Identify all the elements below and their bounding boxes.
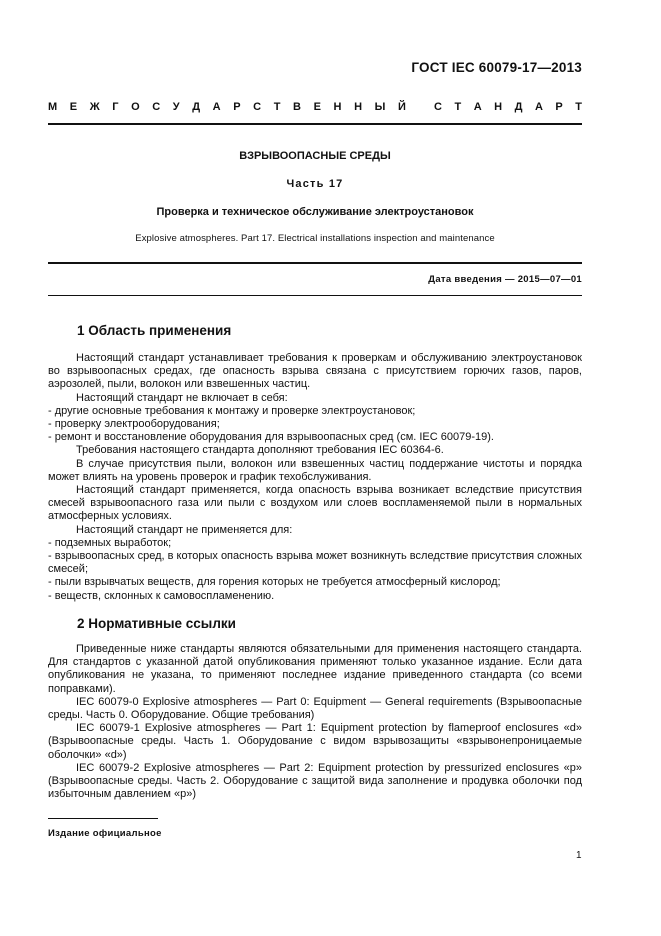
section-1-paragraph: Настоящий стандарт применяется, когда опасность взрыва возникает вследствие присутствия смесей взрывоопасного газа или пыли с воздухом или слоев воспламеняемой пыли в нормальных атмосферных условиях. xyxy=(48,484,582,523)
section-1-paragraph: Настоящий стандарт не применяется для: xyxy=(76,523,293,536)
section-2-paragraph: Приведенные ниже стандарты являются обязательными для применения настоящего стандарта. Для стандартов с указанной датой опубликования применяют только указанное издание. Если дата опубликования не указана, то применяют последнее издание приведенного стандарта (со всеми поправками). xyxy=(48,643,582,695)
interstate-word-2: С Т А Н Д А Р Т xyxy=(434,101,582,113)
official-edition-label: Издание официальное xyxy=(48,828,162,839)
section-1-paragraph: Настоящий стандарт не включает в себя: xyxy=(76,391,288,404)
section-1-paragraph: Требования настоящего стандарта дополняют требования IEC 60364-6. xyxy=(76,444,444,457)
section-1-paragraph: - пыли взрывчатых веществ, для горения которых не требуется атмосферный кислород; xyxy=(48,576,501,589)
section-2-paragraph: IEC 60079-2 Explosive atmospheres — Part 2: Equipment protection by pressurized enclosures «p» (Взрывоопасные среды. Часть 2. Оборудование с защитой вида заполнение и продувка оболочки под избыточным давлением «p») xyxy=(48,761,582,801)
interstate-word-1: М Е Ж Г О С У Д А Р С Т В Е Н Н Ы Й xyxy=(48,101,406,113)
section-1-paragraph: - проверку электрооборудования; xyxy=(48,418,220,431)
top-rule xyxy=(48,123,582,125)
section-1-paragraph: - веществ, склонных к самовоспламенению. xyxy=(48,589,275,602)
section-1-heading: 1 Область применения xyxy=(77,323,232,338)
section-2-body xyxy=(48,643,582,801)
section-1-paragraph: В случае присутствия пыли, волокон или взвешенных частиц поддержание чистоты и порядка может влиять на уровень проверок и график техобслуживания. xyxy=(48,457,582,483)
interstate-standard-label xyxy=(48,101,582,113)
title-bottom-rule xyxy=(48,262,582,264)
section-1-paragraph: - ремонт и восстановление оборудования для взрывоопасных сред (см. IEC 60079-19). xyxy=(48,431,494,444)
title-subject: Проверка и техническое обслуживание электроустановок xyxy=(156,206,474,218)
section-1-paragraph: - другие основные требования к монтажу и проверке электроустановок; xyxy=(48,404,416,417)
title-part: Часть 17 xyxy=(286,178,344,190)
introduction-date: Дата введения — 2015—07—01 xyxy=(428,274,582,285)
section-2-heading: 2 Нормативные ссылки xyxy=(77,616,236,631)
section-2-paragraph: IEC 60079-1 Explosive atmospheres — Part 1: Equipment protection by flameproof enclosures «d» (Взрывоопасные среды. Часть 1. Оборудование с видом взрывозащиты «взрывонепроницаемые оболочки» «d») xyxy=(48,722,582,761)
document-number: ГОСТ IEC 60079-17—2013 xyxy=(411,60,582,75)
date-rule xyxy=(48,295,582,296)
footer-rule xyxy=(48,818,158,819)
section-1-paragraph: - взрывоопасных сред, в которых опасность взрыва может возникнуть вследствие присутствия сложных смесей; xyxy=(48,550,582,576)
section-2-paragraph: IEC 60079-0 Explosive atmospheres — Part 0: Equipment — General requirements (Взрывоопасные среды. Часть 0. Оборудование. Общие требования) xyxy=(48,695,582,722)
title-main: ВЗРЫВООПАСНЫЕ СРЕДЫ xyxy=(239,150,391,162)
page-number: 1 xyxy=(576,850,582,861)
section-1-paragraph: Настоящий стандарт устанавливает требования к проверкам и обслуживанию электроустановок во взрывоопасных средах, где опасность взрыва связана с присутствием горючих газов, паров, аэрозолей, пыли, волокон или взвешенных частиц. xyxy=(48,352,582,391)
section-1-paragraph: - подземных выработок; xyxy=(48,536,172,549)
section-1-body xyxy=(48,352,582,603)
title-english: Explosive atmospheres. Part 17. Electrical installations inspection and maintenance xyxy=(135,233,495,244)
